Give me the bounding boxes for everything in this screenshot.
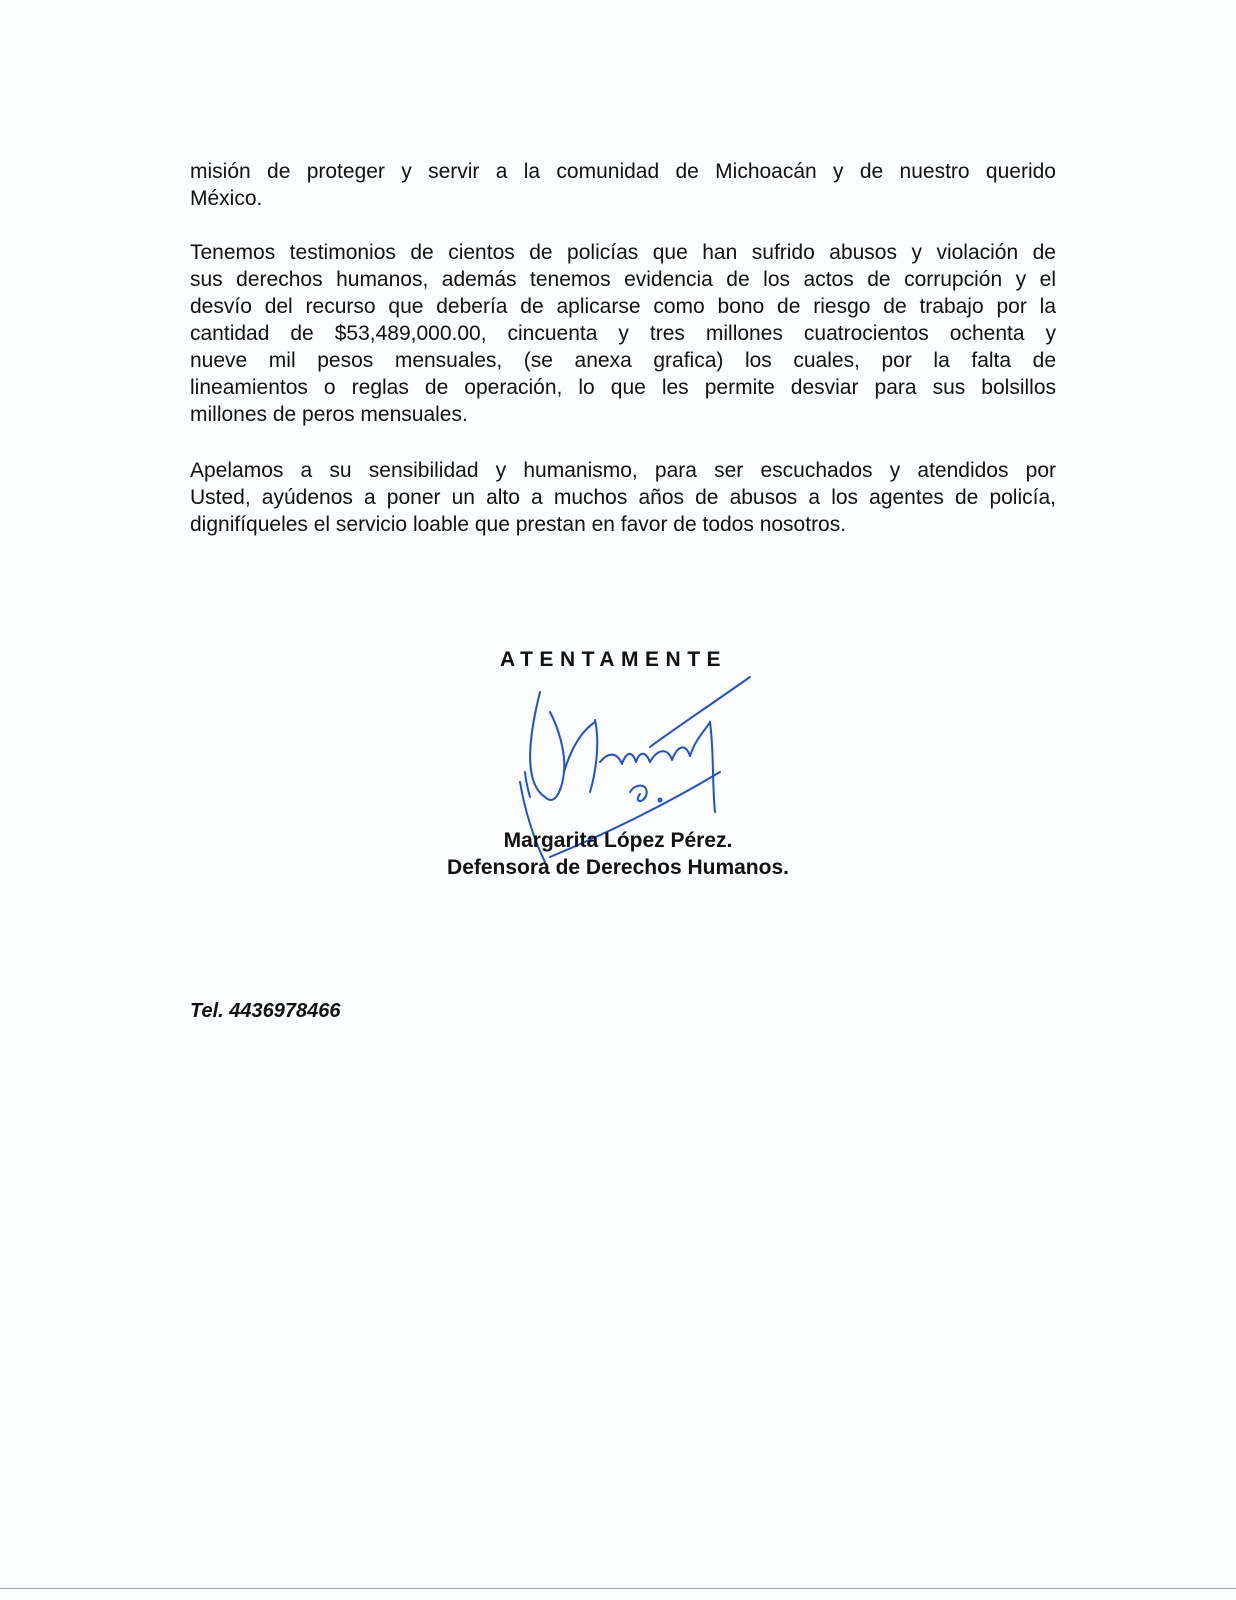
text-line: misión de proteger y servir a la comunidad de Michoacán y de nuestro querido [190,160,1056,183]
text-line: México. [190,187,263,210]
text-line: dignifíqueles el servicio loable que prestan en favor de todos nosotros. [190,513,847,536]
text-line: Usted, ayúdenos a poner un alto a muchos años de abusos a los agentes de policía, [190,486,1056,509]
closing-salutation: ATENTAMENTE [500,648,728,671]
phone-number: Tel. 4436978466 [190,1000,341,1022]
text-line: sus derechos humanos, además tenemos evidencia de los actos de corrupción y el [190,268,1056,291]
text-line: Apelamos a su sensibilidad y humanismo, para ser escuchados y atendidos por [190,459,1056,482]
text-line: cantidad de $53,489,000.00, cincuenta y tres millones cuatrocientos ochenta y [190,322,1056,345]
signer-name: Margarita López Pérez. [503,829,733,852]
text-line: lineamientos o reglas de operación, lo que les permite desviar para sus bolsillos [190,376,1056,399]
page-bottom-rule [0,1588,1236,1589]
paragraph-appeal [190,457,1056,538]
text-line: desvío del recurso que debería de aplicarse como bono de riesgo de trabajo por la [190,295,1056,318]
paragraph-testimonies [190,239,1056,428]
text-line: millones de peros mensuales. [190,403,468,426]
text-line: Tenemos testimonios de cientos de policías que han sufrido abusos y violación de [190,241,1056,264]
text-line: nueve mil pesos mensuales, (se anexa grafica) los cuales, por la falta de [190,349,1056,372]
signer-title: Defensora de Derechos Humanos. [447,856,789,879]
paragraph-mission [190,158,1056,212]
